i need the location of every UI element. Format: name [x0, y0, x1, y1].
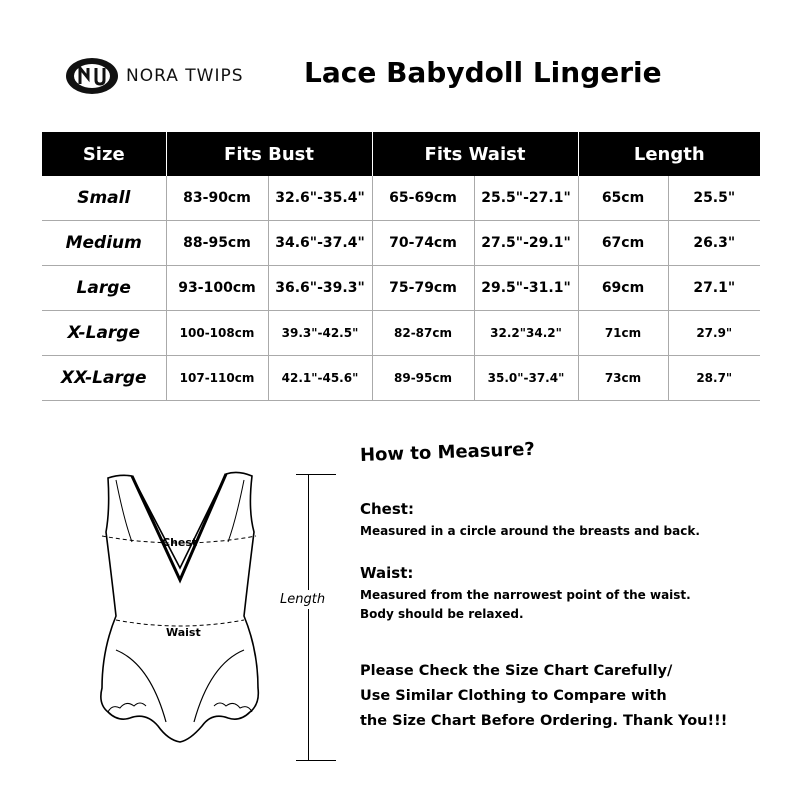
length-cm: 69cm [578, 266, 668, 311]
length-label: Length [280, 592, 326, 607]
waist-cm: 65-69cm [372, 176, 474, 221]
size-name: Small [42, 176, 166, 221]
size-chart-table [42, 132, 760, 401]
header-size: Size [42, 132, 166, 176]
length-in: 26.3" [668, 221, 760, 266]
bust-cm: 93-100cm [166, 266, 268, 311]
bust-cm: 107-110cm [166, 356, 268, 401]
header-length: Length [578, 132, 760, 176]
size-name: Medium [42, 221, 166, 266]
bust-in: 39.3"-42.5" [268, 311, 372, 356]
waist-in: 25.5"-27.1" [474, 176, 578, 221]
table-row [42, 356, 760, 401]
header-fits-waist: Fits Waist [372, 132, 578, 176]
waist-in: 35.0"-37.4" [474, 356, 578, 401]
chest-description: Measured in a circle around the breasts and back. [360, 524, 700, 538]
page-title: Lace Babydoll Lingerie [304, 56, 662, 89]
table-row [42, 266, 760, 311]
length-bottom-tick [296, 760, 336, 761]
table-row [42, 221, 760, 266]
table-header-row [42, 132, 760, 176]
brand-name: NORA TWIPS [126, 66, 244, 86]
waist-cm: 70-74cm [372, 221, 474, 266]
length-in: 27.1" [668, 266, 760, 311]
note-line-2: Use Similar Clothing to Compare with [360, 688, 667, 704]
length-cm: 73cm [578, 356, 668, 401]
length-top-tick [296, 474, 336, 475]
how-to-measure-heading: How to Measure? [359, 438, 536, 466]
chest-label: Chest [162, 536, 198, 549]
waist-cm: 75-79cm [372, 266, 474, 311]
bust-cm: 88-95cm [166, 221, 268, 266]
waist-in: 29.5"-31.1" [474, 266, 578, 311]
length-in: 28.7" [668, 356, 760, 401]
length-in: 27.9" [668, 311, 760, 356]
waist-in: 32.2"34.2" [474, 311, 578, 356]
bust-in: 32.6"-35.4" [268, 176, 372, 221]
bust-in: 34.6"-37.4" [268, 221, 372, 266]
bust-cm: 100-108cm [166, 311, 268, 356]
waist-description-2: Body should be relaxed. [360, 607, 524, 621]
bust-cm: 83-90cm [166, 176, 268, 221]
length-in: 25.5" [668, 176, 760, 221]
chest-title: Chest: [360, 500, 414, 518]
bust-in: 42.1"-45.6" [268, 356, 372, 401]
waist-description-1: Measured from the narrowest point of the waist. [360, 588, 691, 602]
length-cm: 71cm [578, 311, 668, 356]
table-row [42, 311, 760, 356]
length-line [308, 474, 309, 760]
bodysuit-illustration [80, 450, 340, 770]
size-name: Large [42, 266, 166, 311]
note-line-1: Please Check the Size Chart Carefully/ [360, 663, 673, 679]
length-cm: 65cm [578, 176, 668, 221]
waist-label: Waist [166, 626, 201, 639]
waist-in: 27.5"-29.1" [474, 221, 578, 266]
waist-title: Waist: [360, 564, 414, 582]
size-name: X-Large [42, 311, 166, 356]
waist-cm: 82-87cm [372, 311, 474, 356]
size-name: XX-Large [42, 356, 166, 401]
brand-logo-icon [64, 56, 120, 96]
header [64, 52, 744, 112]
table-row [42, 176, 760, 221]
length-cm: 67cm [578, 221, 668, 266]
bust-in: 36.6"-39.3" [268, 266, 372, 311]
header-fits-bust: Fits Bust [166, 132, 372, 176]
waist-cm: 89-95cm [372, 356, 474, 401]
note-line-3: the Size Chart Before Ordering. Thank You!!! [360, 713, 728, 729]
